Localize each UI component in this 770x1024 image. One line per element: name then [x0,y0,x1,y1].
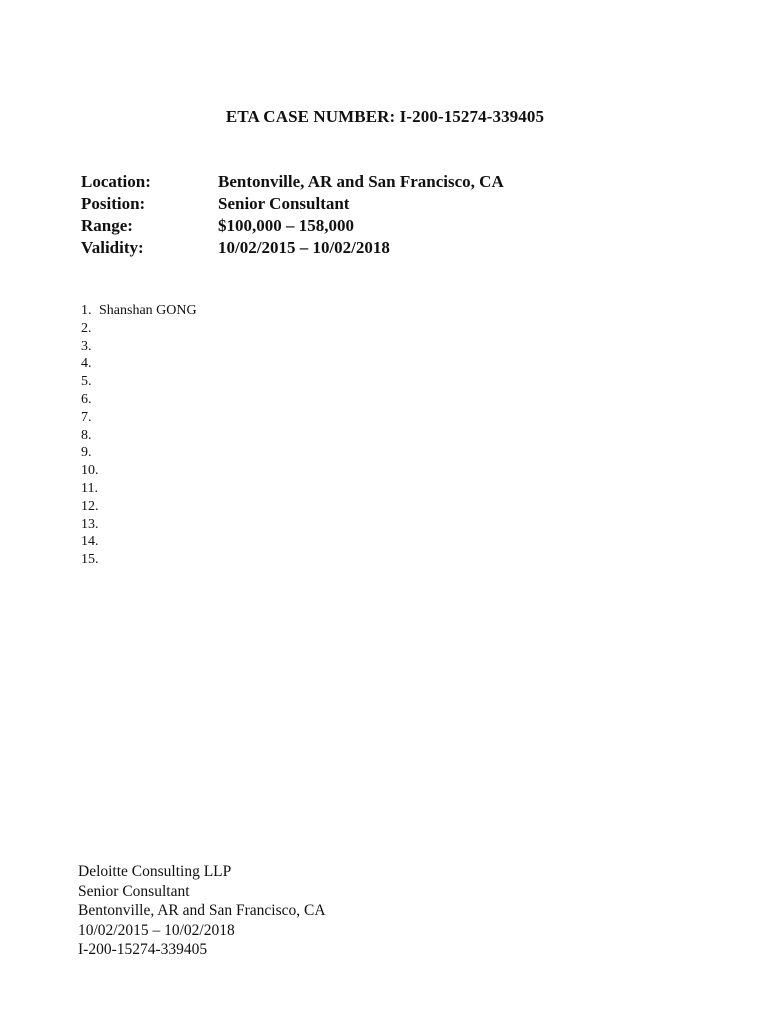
list-item-number: 13. [81,516,99,532]
validity-value: 10/02/2015 – 10/02/2018 [218,238,390,257]
list-item [81,444,197,462]
list-item [81,551,197,569]
employer-footer [78,862,326,960]
list-item [81,480,197,498]
list-item [81,320,197,338]
list-item [81,409,197,427]
list-item-number: 6. [81,391,92,407]
range-label: Range: [81,216,133,235]
footer-position: Senior Consultant [78,882,190,900]
position-label: Position: [81,194,146,213]
list-item-number: 1. [81,303,92,318]
list-item-number: 2. [81,320,92,336]
footer-location: Bentonville, AR and San Francisco, CA [78,902,326,920]
location-row [81,171,504,193]
position-row [81,193,504,215]
beneficiary-list [81,302,197,569]
location-label: Location: [81,172,151,191]
page-title: ETA CASE NUMBER: I-200-15274-339405 [225,107,545,126]
list-item [81,338,197,356]
list-item [81,355,197,373]
list-item-number: 9. [81,445,92,461]
position-value: Senior Consultant [218,194,350,213]
location-value: Bentonville, AR and San Francisco, CA [218,172,504,191]
list-item-number: 3. [81,338,92,354]
validity-row [81,237,504,259]
list-item [81,533,197,551]
employer-name: Deloitte Consulting LLP [78,863,232,880]
list-item-number: 7. [81,409,92,425]
list-item [81,373,197,391]
list-item [81,462,197,480]
validity-label: Validity: [81,238,144,257]
case-details [81,171,504,259]
list-item [81,498,197,516]
list-item-number: 15. [81,552,99,568]
list-item-number: 12. [81,498,99,514]
range-row [81,215,504,237]
list-item-number: 11. [81,480,98,496]
list-item-number: 14. [81,534,99,550]
footer-case-number: I-200-15274-339405 [78,941,208,959]
list-item-name: Shanshan GONG [99,303,197,318]
range-value: $100,000 – 158,000 [218,216,354,235]
list-item-number: 10. [81,463,99,479]
list-item-number: 8. [81,427,92,443]
list-item-number: 4. [81,356,92,372]
list-item-number: 5. [81,374,92,390]
list-item [81,391,197,409]
list-item [81,427,197,445]
list-item [81,516,197,534]
list-item [81,302,197,320]
footer-validity: 10/02/2015 – 10/02/2018 [78,921,235,939]
